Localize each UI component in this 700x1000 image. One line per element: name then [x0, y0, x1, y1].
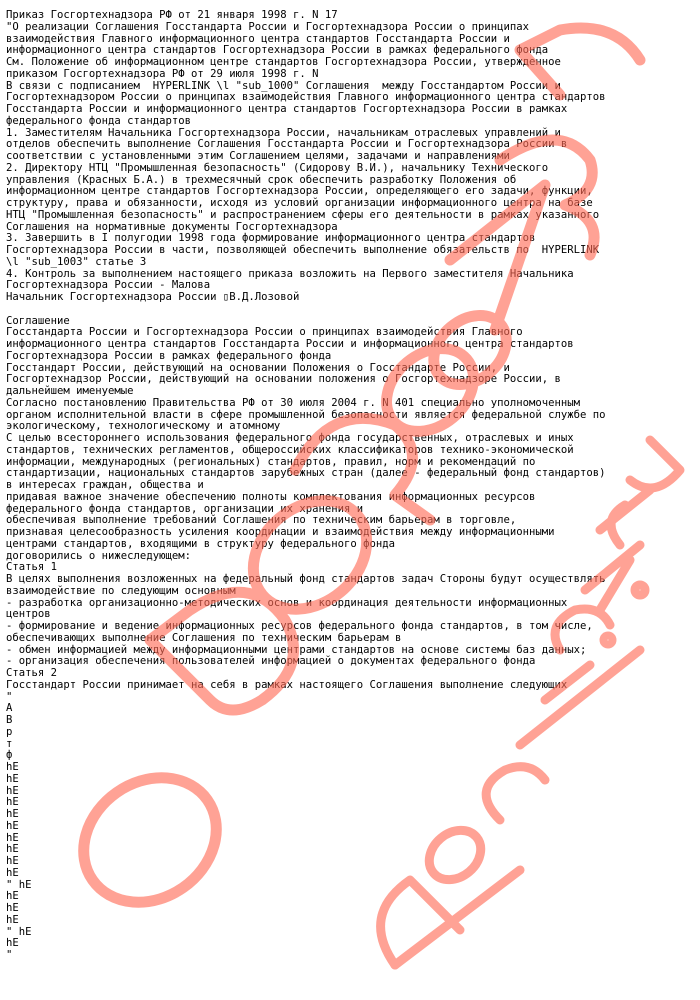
document-line: ": [6, 949, 13, 961]
document-line: обеспечивающих выполнение Соглашения по техническим барьерам в: [6, 631, 402, 644]
document-line: Госгортехнадзора России в рамках федерального фонда: [6, 349, 332, 362]
document-line: Госстандарта России и Госгортехнадзора России о принципах взаимодействия Главного: [6, 326, 523, 339]
document-line: - обмен информацией между информационными центрами стандартов на основе системы баз данных;: [6, 643, 587, 656]
document-line: һЕ: [6, 784, 19, 797]
document-line: информации, международных (региональных) стандартов, правил, норм и рекомендаций по: [6, 455, 536, 468]
document-body: [6, 10, 694, 962]
document-line: һЕ: [6, 913, 19, 926]
document-line: взаимодействия Главного информационного центра стандартов Госстандарта России и: [6, 32, 510, 45]
document-line: 4. Контроль за выполнением настоящего приказа возложить на Первого заместителя Начальника: [6, 267, 574, 280]
document-line: һЕ: [6, 819, 19, 832]
document-line: һЕ: [6, 831, 19, 844]
document-line: обеспечивая выполнение требований Соглашения по техническим барьерам в торговле,: [6, 514, 517, 527]
document-line: экологическому, технологическому и атомному: [6, 420, 281, 433]
document-line: соответствии с установленными этим Соглашением целями, задачами и направлениями: [6, 150, 510, 162]
document-line: ф: [6, 749, 13, 762]
document-line: федерального фонда стандартов, организации их хранения и: [6, 502, 364, 515]
document-line: - организация обеспечения пользователей информацией о документах федерального фонда: [6, 655, 536, 668]
document-line: 1. Заместителям Начальника Госгортехнадзора России, начальникам отраслевых управлений и: [6, 126, 561, 139]
document-line: т: [6, 737, 13, 750]
document-line: дальнейшем именуемые: [6, 385, 134, 397]
document-line: [6, 304, 694, 316]
document-line: взаимодействие по следующим основным: [6, 584, 236, 597]
document-line: управления (Красных Б.А.) в трехмесячный срок обеспечить разработку Положения об: [6, 173, 517, 186]
document-line: " һЕ: [6, 925, 32, 938]
document-line: А: [6, 702, 13, 715]
document-line: В: [6, 714, 13, 726]
document-line: приказом Госгортехнадзора РФ от 29 июля 1998 г. N: [6, 67, 319, 80]
document-line: "О реализации Соглашения Госстандарта России и Госгортехнадзора России о принципах: [6, 20, 529, 33]
document-line: договорились о нижеследующем:: [6, 549, 191, 562]
document-line: һЕ: [6, 902, 19, 914]
document-line: \l "sub_1003" статье 3: [6, 255, 147, 268]
document-line: С целью всестороннего использования федерального фонда государственных, отраслевых и иных: [6, 432, 574, 444]
document-line: Госгортехнадзор России, действующий на основании положения о Госгортехнадзоре России, в: [6, 373, 561, 386]
document-line: Соглашения на нормативные документы Госгортехнадзора: [6, 220, 338, 233]
document-line: См. Положение об информационном центре стандартов Госгортехнадзора России, утвержденное: [6, 56, 561, 68]
document-line: стандартизации, национальных стандартов зарубежных стран (далее - федеральный фонд стандартов): [6, 467, 606, 480]
document-line: Начальник Госгортехнадзора России ▯В.Д.Лозовой: [6, 291, 300, 303]
document-line: Согласно постановлению Правительства РФ от 30 июля 2004 г. N 401 специально уполномоченным: [6, 396, 581, 409]
document-line: придавая важное значение обеспечению полноты комплектования информационных ресурсов: [6, 490, 536, 503]
document-line: һЕ: [6, 937, 19, 950]
document-line: һЕ: [6, 772, 19, 785]
document-line: - разработка организационно-методических основ и координация деятельности информационных: [6, 596, 568, 609]
document-line: структуру, права и обязанности, исходя из условий организации информационного центра на базе: [6, 197, 593, 209]
document-line: В целях выполнения возложенных на федеральный фонд стандартов задач Стороны будут осуществлять: [6, 573, 606, 585]
document-line: һЕ: [6, 796, 19, 809]
document-line: информационного центра стандартов Госстандарта России и информационного центра стандартов: [6, 338, 574, 350]
document-line: НТЦ "Промышленная безопасность" и распространением сферы его деятельности в рамках указанного: [6, 208, 600, 221]
document-line: " һЕ: [6, 878, 32, 891]
document-line: Госстандарт России, действующий на основании Положения о Госстандарте России, и: [6, 361, 510, 374]
document-line: Госстандарта России и информационного центра стандартов Госгортехнадзора России в рамках: [6, 103, 568, 115]
document-line: һЕ: [6, 808, 19, 820]
document-line: һЕ: [6, 855, 19, 867]
document-line: центрами стандартов, входящими в структуру федерального фонда: [6, 537, 396, 550]
document-line: информационном центре стандартов Госгортехнадзора России, определяющего его задачи, функции,: [6, 185, 593, 198]
document-line: признавая целесообразность усиления координации и взаимодействия между информационными: [6, 526, 555, 538]
document-line: Статья 2: [6, 667, 58, 679]
document-line: р: [6, 725, 13, 738]
document-line: - формирование и ведение информационных ресурсов федерального фонда стандартов, в том числе,: [6, 620, 593, 632]
document-line: һЕ: [6, 890, 19, 903]
document-line: һЕ: [6, 866, 19, 879]
document-line: Госгортехнадзора России в части, позволяющей обеспечить выполнение обязательств по HYPERLINK: [6, 244, 600, 256]
document-line: стандартов, технических регламентов, общероссийских классификаторов технико-экономической: [6, 443, 574, 456]
document-line: отделов обеспечить выполнение Соглашения Госстандарта России и Госгортехнадзора России в: [6, 138, 568, 151]
document-line: В связи с подписанием HYPERLINK \l "sub_1000" Соглашения между Госстандартом России и: [6, 79, 561, 92]
document-line: информационного центра стандартов Госгортехнадзора России в рамках федерального фонда: [6, 44, 549, 57]
document-line: федерального фонда стандартов: [6, 114, 191, 127]
document-line: 2. Директору НТЦ "Промышленная безопасность" (Сидорову В.И.), начальнику Технического: [6, 161, 549, 174]
document-line: в интересах граждан, общества и: [6, 479, 204, 491]
document-line: 3. Завершить в I полугодии 1998 года формирование информационного центра стандартов: [6, 232, 536, 245]
document-line: органом исполнительной власти в сфере промышленной безопасности является федеральной службе по: [6, 408, 606, 421]
document-line: һЕ: [6, 761, 19, 773]
document-line: һЕ: [6, 843, 19, 856]
document-line: Госстандарт России принимает на себя в рамках настоящего Соглашения выполнение следующих: [6, 678, 568, 691]
document-line: Госгортехнадзора России - Малова: [6, 279, 211, 292]
document-line: Приказ Госгортехнадзора РФ от 21 января 1998 г. N 17: [6, 9, 338, 21]
document-line: Статья 1: [6, 561, 58, 574]
document-line: Госгортехнадзором России о принципах взаимодействия Главного информационного центра стандартов: [6, 91, 606, 104]
document-line: ": [6, 690, 13, 703]
document-line: Соглашение: [6, 314, 70, 327]
document-line: центров: [6, 608, 51, 621]
